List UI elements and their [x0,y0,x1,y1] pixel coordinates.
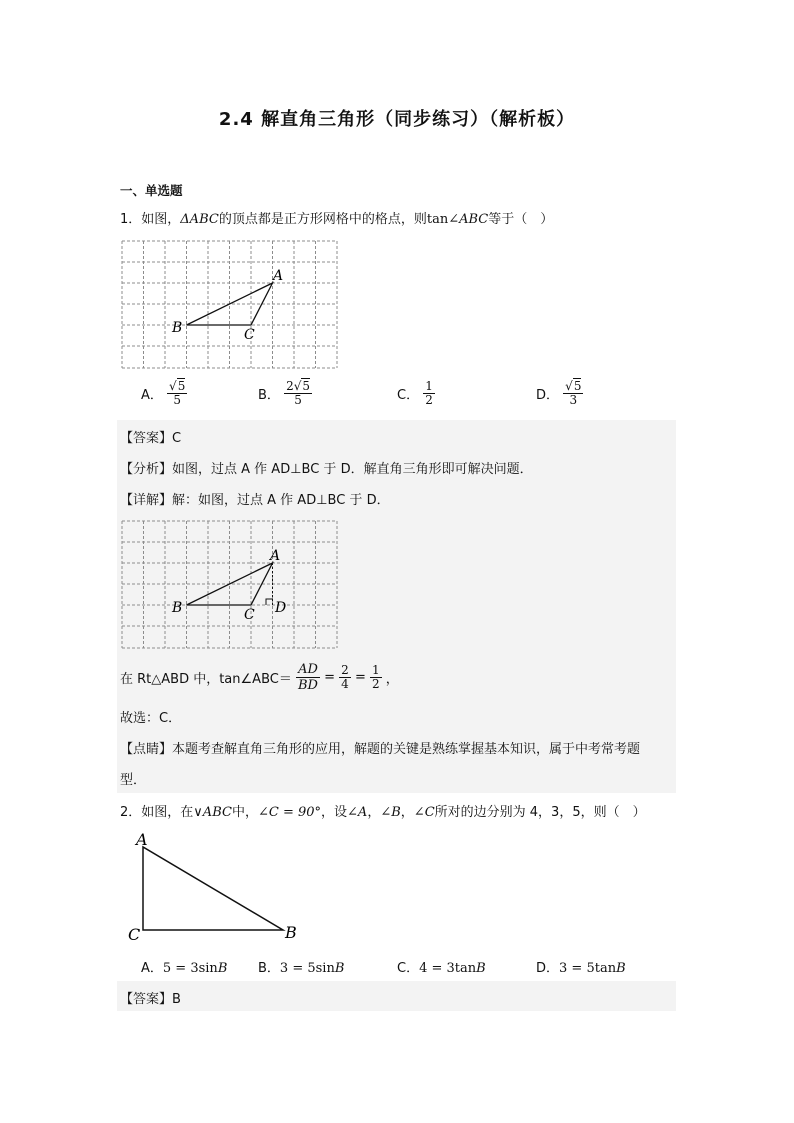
tan-argument: ABC [459,212,489,227]
tan-symbol: tan∠ [426,212,460,227]
vertex-label-c: C [244,607,255,623]
question-2-triangle-figure [120,826,310,948]
fraction: $\frac{√5}{5}$ [169,379,186,407]
answer-value: C [172,431,182,446]
option-letter: A． [141,388,163,403]
fraction-1-2: $\frac{1}{2}$ [371,663,380,691]
solution-grid-figure [120,518,342,652]
question-number: 1． [120,212,142,227]
question-text: 的顶点都是正方形网格中的格点，则 [218,212,427,227]
fraction: $\frac{1}{2}$ [425,379,433,407]
vertex-label-a: A [270,548,281,564]
angle-a: ∠A [347,805,368,820]
option-c[interactable] [397,957,486,976]
answer-label: 【答案】 [120,431,173,446]
option-letter: B． [258,388,280,403]
option-variable: B [616,961,626,976]
separator: ， [400,805,414,820]
option-letter: C． [397,388,420,403]
answer-line [120,427,181,446]
choice-line: 故选：C． [120,711,182,726]
question-text: 如图， [141,212,181,227]
calculation-line [120,662,399,693]
angle-b: ∠B [380,805,401,820]
vertex-label-a: A [136,830,148,849]
comment-line [120,738,640,757]
equals-sign: = [354,670,366,685]
option-letter: A． [141,961,163,976]
analysis-label: 【分析】 [120,462,173,477]
calc-text: 在 Rt△ABD 中，tan∠ABC＝ [120,672,292,687]
fraction-ad-bd: $\frac{AD}{BD}$ [297,662,318,693]
option-d[interactable] [536,957,626,976]
answer-line [120,988,181,1007]
fraction: $\frac{√5}{3}$ [565,379,582,407]
vertex-label-b: B [172,600,183,616]
right-angle-mark [266,599,273,605]
angle-c: ∠C = 90° [257,805,322,820]
comment-line-2: 型． [120,773,147,788]
fraction-2-4: $\frac{2}{4}$ [341,663,349,691]
option-letter: D． [536,961,560,976]
angle-c-2: ∠C [413,805,435,820]
option-variable: B [476,961,486,976]
comment-label: 【点睛】 [120,742,173,757]
question-text: 等于（ ） [488,212,554,227]
answer-label: 【答案】 [120,992,173,1007]
question-1-grid-figure [120,238,342,372]
question-2-stem [120,801,646,820]
analysis-line [120,458,533,477]
vertex-label-b: B [172,320,183,336]
answer-panel [117,981,676,1011]
option-a[interactable] [141,957,227,976]
option-b[interactable] [258,957,344,976]
calc-end: ， [385,672,399,687]
question-number: 2． [120,805,142,820]
answer-value: B [172,992,181,1007]
option-b[interactable] [258,380,312,407]
detail-line [120,489,390,508]
triangle-symbol: ΔABC [180,212,219,227]
triangle-abc [143,847,283,930]
vertex-label-a: A [273,268,284,284]
option-expression: 3 = 5sin [279,961,335,976]
vertex-label-c: C [244,327,255,343]
separator: ， [367,805,381,820]
page-title: 2.4 解直角三角形（同步练习）（解析板） [218,109,576,130]
option-expression: 3 = 5tan [559,961,617,976]
vertex-label-c: C [128,925,141,944]
section-heading: 一、单选题 [120,183,183,198]
option-letter: B． [258,961,280,976]
option-expression: 4 = 3tan [419,961,477,976]
option-letter: D． [536,388,560,403]
vertex-label-b: B [285,923,297,942]
vertex-label-d: D [275,600,287,616]
option-variable: B [334,961,345,976]
question-1-stem [120,208,553,227]
option-expression: 5 = 3sin [162,961,218,976]
analysis-text: 如图，过点 A 作 AD⊥BC 于 D．解直角三角形即可解决问题． [172,462,533,477]
fraction: $\frac{2√5}{5}$ [286,379,310,407]
option-d[interactable] [536,380,583,407]
question-text: ，设 [321,805,348,820]
equals-sign: = [324,670,336,685]
question-text: 所对的边分别为 4，3，5，则（ ） [434,805,646,820]
option-c[interactable] [397,380,435,407]
triangle-symbol: ∨ABC [193,805,232,820]
detail-label: 【详解】 [120,493,173,508]
question-text: 中， [231,805,258,820]
detail-text: 解：如图，过点 A 作 AD⊥BC 于 D． [172,493,390,508]
comment-text: 本题考查解直角三角形的应用，解题的关键是熟练掌握基本知识，属于中考常考题 [172,742,641,757]
option-letter: C． [397,961,420,976]
question-text: 如图，在 [141,805,194,820]
option-a[interactable] [141,380,187,407]
option-variable: B [217,961,228,976]
